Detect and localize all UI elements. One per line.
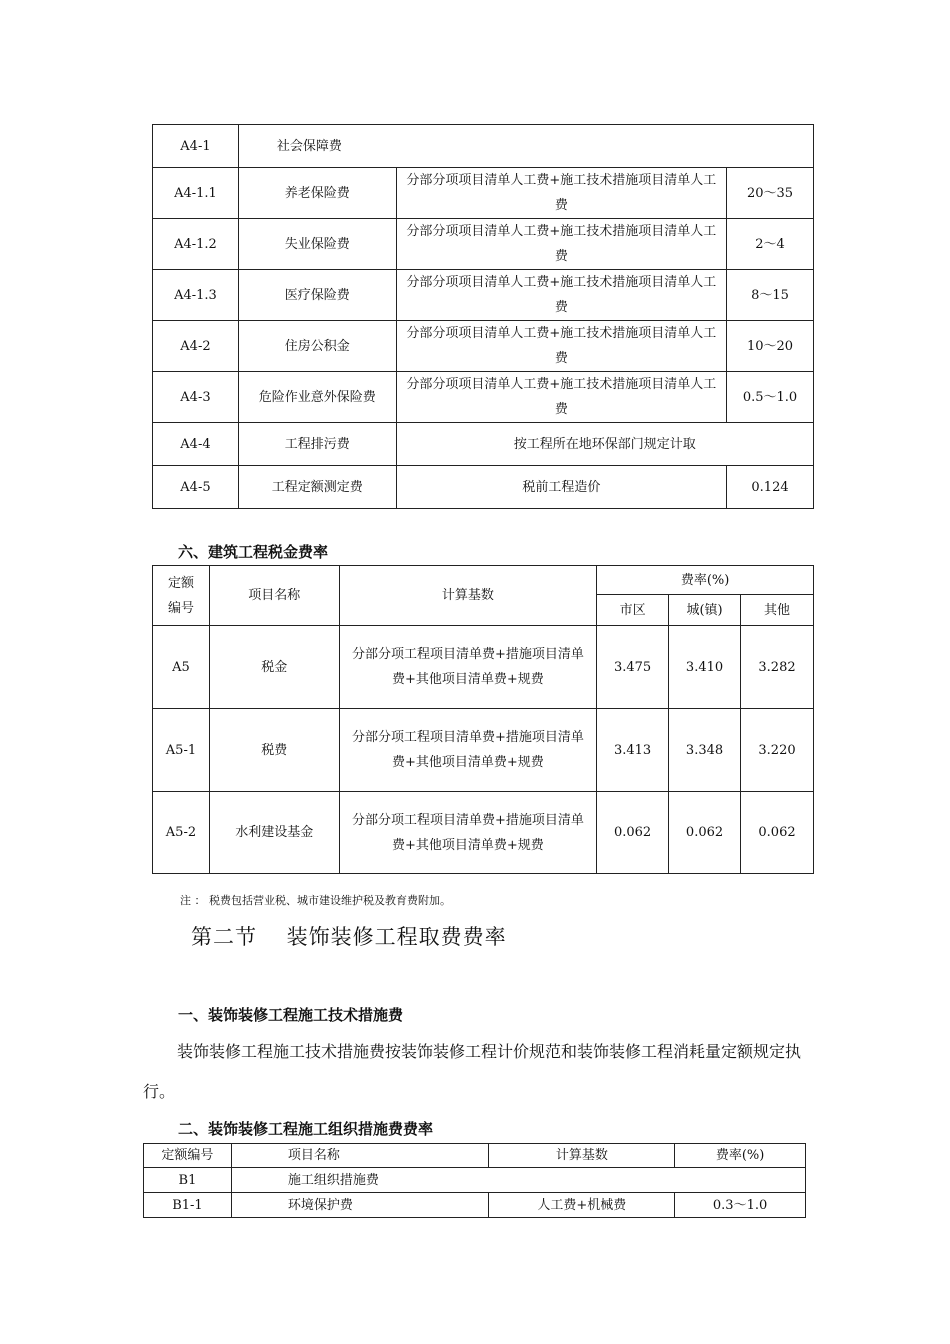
name-cell: 税金 bbox=[209, 626, 339, 709]
rate-cell: 0.124 bbox=[727, 466, 814, 509]
base-cell: 分部分项项目清单人工费+施工技术措施项目清单人工费 bbox=[396, 372, 726, 423]
town-rate-cell: 0.062 bbox=[669, 792, 741, 874]
table-row bbox=[153, 168, 814, 219]
rate-cell: 10～20 bbox=[727, 321, 814, 372]
name-cell: 养老保险费 bbox=[238, 168, 396, 219]
code-cell: A5 bbox=[153, 626, 210, 709]
base-cell: 分部分项项目清单人工费+施工技术措施项目清单人工费 bbox=[396, 219, 726, 270]
rate-cell: 20～35 bbox=[727, 168, 814, 219]
name-cell: 医疗保险费 bbox=[238, 270, 396, 321]
base-cell: 分部分项工程项目清单费+措施项目清单费+其他项目清单费+规费 bbox=[339, 709, 596, 792]
table-row bbox=[153, 466, 814, 509]
name-cell: 住房公积金 bbox=[238, 321, 396, 372]
social-security-fee-table bbox=[152, 124, 814, 509]
tax-note: 注 ： 税费包括营业税、城市建设维护税及教育费附加。 bbox=[180, 894, 451, 907]
rate-cell: 2～4 bbox=[727, 219, 814, 270]
header-city: 市区 bbox=[597, 595, 669, 626]
code-cell: A4-1 bbox=[153, 125, 239, 168]
name-cell: 水利建设基金 bbox=[209, 792, 339, 874]
section-title: 第二节 装饰装修工程取费费率 bbox=[191, 925, 507, 949]
table-row bbox=[144, 1193, 806, 1218]
other-rate-cell: 0.062 bbox=[741, 792, 814, 874]
code-cell: A5-1 bbox=[153, 709, 210, 792]
base-cell: 分部分项工程项目清单费+措施项目清单费+其他项目清单费+规费 bbox=[339, 626, 596, 709]
technical-measures-heading: 一、装饰装修工程施工技术措施费 bbox=[178, 1006, 404, 1024]
code-cell: A4-1.3 bbox=[153, 270, 239, 321]
header-name: 项目名称 bbox=[209, 566, 339, 626]
header-town: 城(镇) bbox=[669, 595, 741, 626]
name-cell: 社会保障费 bbox=[238, 125, 813, 168]
table-header-row bbox=[144, 1144, 806, 1168]
table-row bbox=[153, 423, 814, 466]
header-rate: 费率(%) bbox=[597, 566, 814, 595]
code-cell: A4-2 bbox=[153, 321, 239, 372]
header-other: 其他 bbox=[741, 595, 814, 626]
name-cell: 税费 bbox=[209, 709, 339, 792]
table-row bbox=[153, 792, 814, 874]
code-cell: B1 bbox=[144, 1168, 232, 1193]
city-rate-cell: 3.413 bbox=[597, 709, 669, 792]
header-name: 项目名称 bbox=[231, 1144, 489, 1168]
name-cell: 失业保险费 bbox=[238, 219, 396, 270]
table-row bbox=[144, 1168, 806, 1193]
code-cell: A4-4 bbox=[153, 423, 239, 466]
name-cell: 工程排污费 bbox=[238, 423, 396, 466]
tax-rate-table bbox=[152, 565, 814, 874]
code-cell: A4-3 bbox=[153, 372, 239, 423]
table-row bbox=[153, 321, 814, 372]
other-rate-cell: 3.220 bbox=[741, 709, 814, 792]
header-base: 计算基数 bbox=[339, 566, 596, 626]
rate-cell: 0.3～1.0 bbox=[675, 1193, 806, 1218]
code-cell: B1-1 bbox=[144, 1193, 232, 1218]
table-row bbox=[153, 626, 814, 709]
town-rate-cell: 3.410 bbox=[669, 626, 741, 709]
organization-measures-heading: 二、装饰装修工程施工组织措施费费率 bbox=[178, 1120, 434, 1138]
city-rate-cell: 3.475 bbox=[597, 626, 669, 709]
organization-measures-table bbox=[143, 1143, 806, 1218]
base-cell: 分部分项项目清单人工费+施工技术措施项目清单人工费 bbox=[396, 270, 726, 321]
base-cell: 人工费+机械费 bbox=[489, 1193, 675, 1218]
technical-measures-paragraph: 装饰装修工程施工技术措施费按装饰装修工程计价规范和装饰装修工程消耗量定额规定执行。 bbox=[143, 1042, 802, 1101]
table-row bbox=[153, 372, 814, 423]
code-cell: A4-5 bbox=[153, 466, 239, 509]
table-row bbox=[153, 709, 814, 792]
header-base: 计算基数 bbox=[489, 1144, 675, 1168]
header-rate: 费率(%) bbox=[675, 1144, 806, 1168]
header-code: 定额编号 bbox=[153, 566, 210, 626]
code-cell: A4-1.1 bbox=[153, 168, 239, 219]
name-cell: 危险作业意外保险费 bbox=[238, 372, 396, 423]
code-cell: A4-1.2 bbox=[153, 219, 239, 270]
name-cell: 环境保护费 bbox=[231, 1193, 489, 1218]
rate-cell: 8～15 bbox=[727, 270, 814, 321]
code-cell: A5-2 bbox=[153, 792, 210, 874]
table-row bbox=[153, 219, 814, 270]
other-rate-cell: 3.282 bbox=[741, 626, 814, 709]
name-cell: 工程定额测定费 bbox=[238, 466, 396, 509]
table-header-row bbox=[153, 566, 814, 595]
base-cell: 分部分项工程项目清单费+措施项目清单费+其他项目清单费+规费 bbox=[339, 792, 596, 874]
base-cell: 分部分项项目清单人工费+施工技术措施项目清单人工费 bbox=[396, 168, 726, 219]
town-rate-cell: 3.348 bbox=[669, 709, 741, 792]
base-cell: 按工程所在地环保部门规定计取 bbox=[396, 423, 813, 466]
city-rate-cell: 0.062 bbox=[597, 792, 669, 874]
tax-rate-heading: 六、建筑工程税金费率 bbox=[178, 543, 329, 561]
base-cell: 税前工程造价 bbox=[396, 466, 726, 509]
header-code: 定额编号 bbox=[144, 1144, 232, 1168]
table-row bbox=[153, 270, 814, 321]
table-row bbox=[153, 125, 814, 168]
rate-cell: 0.5～1.0 bbox=[727, 372, 814, 423]
base-cell: 分部分项项目清单人工费+施工技术措施项目清单人工费 bbox=[396, 321, 726, 372]
name-cell: 施工组织措施费 bbox=[231, 1168, 805, 1193]
